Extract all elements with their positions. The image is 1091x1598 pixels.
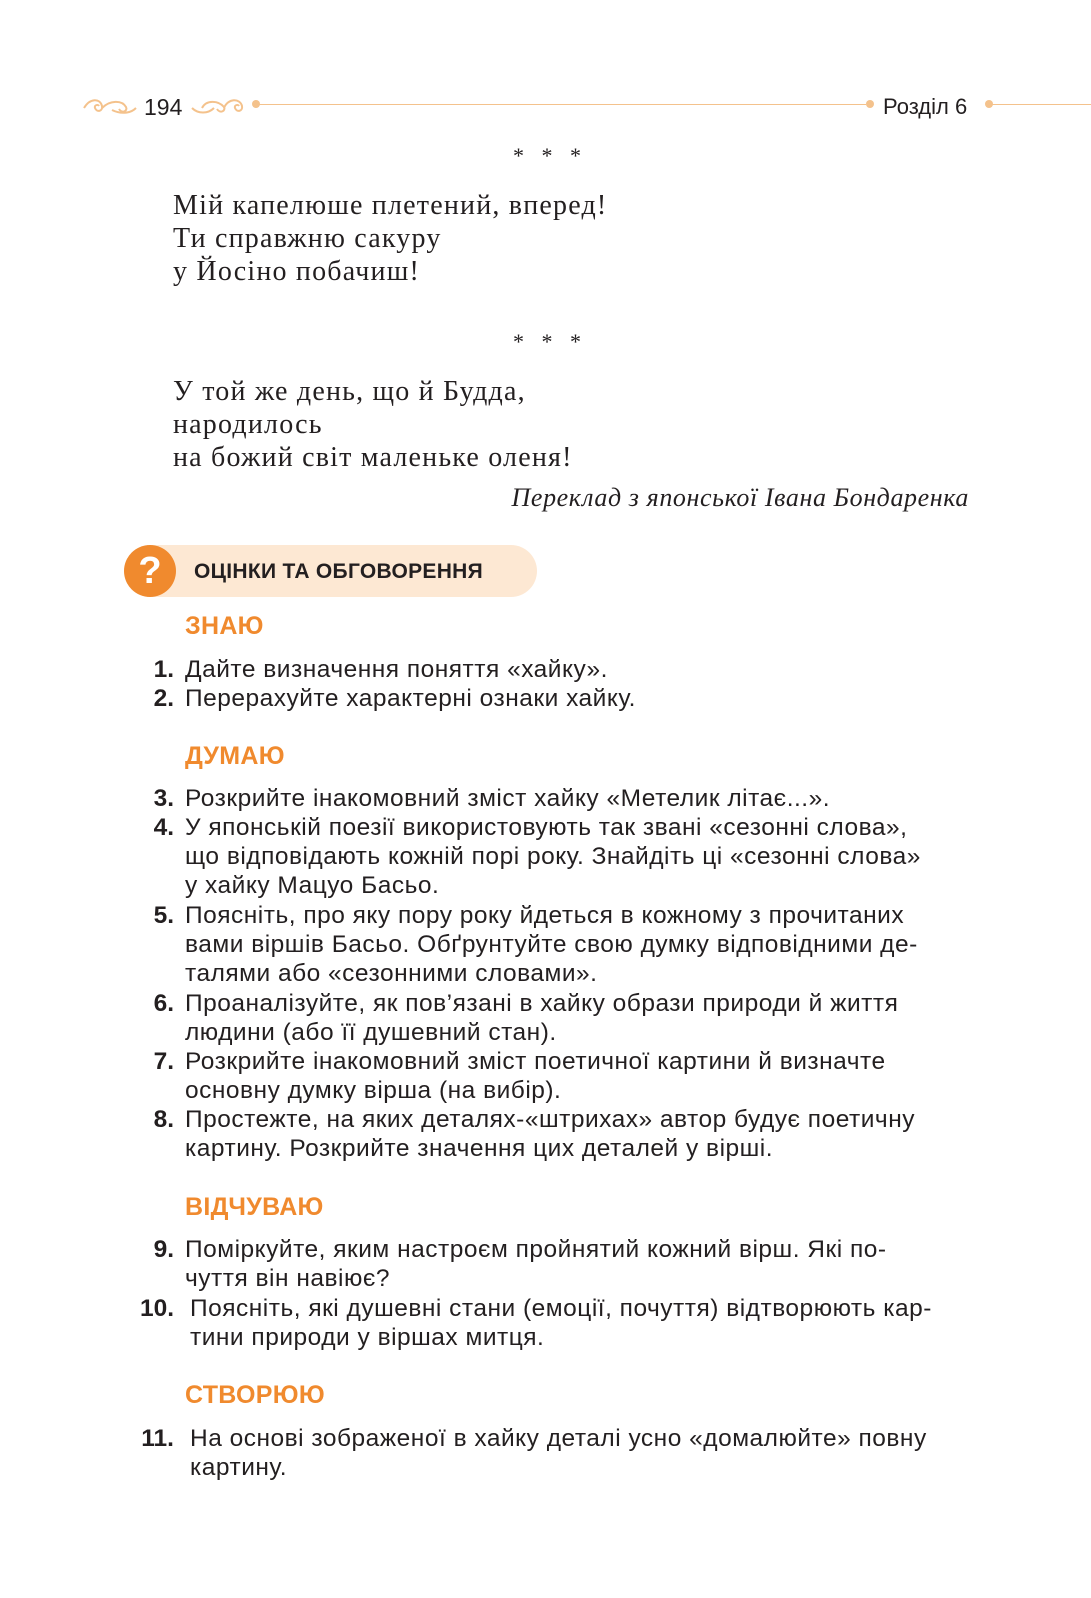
translator-credit: Переклад з японської Івана Бондаренка xyxy=(511,483,969,512)
question-number: 6. xyxy=(153,990,174,1017)
question-number: 5. xyxy=(153,902,174,929)
question-number: 9. xyxy=(153,1236,174,1263)
question-line: Перерахуйте характерні ознаки хайку. xyxy=(185,685,636,712)
question-number: 8. xyxy=(153,1106,174,1133)
question-text xyxy=(185,1105,968,1163)
question-text xyxy=(185,989,968,1047)
question-text xyxy=(185,813,968,900)
question-number: 2. xyxy=(153,685,174,712)
ornament-right-icon xyxy=(190,96,246,118)
header-rule xyxy=(258,104,866,105)
subheading-know: ЗНАЮ xyxy=(185,612,264,640)
question-text xyxy=(190,1424,968,1482)
poem-line: Мій капелюше плетений, вперед! xyxy=(173,190,608,221)
question-line: картину. Розкрийте значення цих деталей у вірші. xyxy=(185,1135,774,1162)
question-line: На основі зображеної в хайку деталі усно «домалюйте» повну xyxy=(190,1425,927,1452)
question-line: Розкрийте інакомовний зміст хайку «Метелик літає...». xyxy=(185,785,831,812)
question-text xyxy=(185,1047,968,1105)
poem-separator: * * * xyxy=(513,143,587,168)
question-line: картину. xyxy=(190,1454,288,1481)
subheading-feel: ВІДЧУВАЮ xyxy=(185,1193,324,1221)
question-text xyxy=(185,1235,968,1293)
page-header xyxy=(82,86,1091,126)
question-mark-icon: ? xyxy=(124,545,176,597)
question-line: Поміркуйте, яким настроєм пройнятий кожний вірш. Які по- xyxy=(185,1236,887,1263)
poem-line: Ти справжню сакуру xyxy=(173,223,442,254)
section-banner xyxy=(147,545,537,597)
question-line: основну думку вірша (на вибір). xyxy=(185,1077,562,1104)
poem xyxy=(173,189,973,288)
subheading-think: ДУМАЮ xyxy=(185,742,285,770)
poem xyxy=(173,375,973,474)
poem-line: У той же день, що й Будда, xyxy=(173,376,526,407)
rule-dot xyxy=(866,100,874,108)
question-line: у хайку Мацуо Басьо. xyxy=(185,872,440,899)
question-line: У японській поезії використовують так звані «сезонні слова», xyxy=(185,814,908,841)
page-number: 194 xyxy=(144,94,183,120)
question-line: Проаналізуйте, як пов’язані в хайку образи природи й життя xyxy=(185,990,899,1017)
question-text xyxy=(185,784,968,813)
header-rule-right xyxy=(991,104,1091,105)
question-number: 7. xyxy=(153,1048,174,1075)
question-number: 10. xyxy=(139,1295,174,1322)
poem-line: на божий світ маленьке оленя! xyxy=(173,442,573,473)
question-text xyxy=(185,684,968,713)
poem-line: у Йосіно побачиш! xyxy=(173,256,420,287)
question-line: Розкрийте інакомовний зміст поетичної картини й визначте xyxy=(185,1048,886,1075)
question-text xyxy=(185,655,968,684)
banner-title: ОЦІНКИ ТА ОБГОВОРЕННЯ xyxy=(194,560,484,583)
question-number: 1. xyxy=(153,656,174,683)
question-line: Дайте визначення поняття «хайку». xyxy=(185,656,608,683)
question-line: Поясніть, про яку пору року йдеться в кожному з прочитаних xyxy=(185,902,905,929)
question-line: Простежте, на яких деталях-«штрихах» автор будує поетичну xyxy=(185,1106,915,1133)
question-text xyxy=(185,901,968,988)
poem-separator: * * * xyxy=(513,329,587,354)
ornament-left-icon xyxy=(82,96,138,118)
subheading-create: СТВОРЮЮ xyxy=(185,1381,325,1409)
question-number: 3. xyxy=(153,785,174,812)
question-line: тини природи у віршах митця. xyxy=(190,1324,545,1351)
question-line: що відповідають кожній порі року. Знайдіть ці «сезонні слова» xyxy=(185,843,921,870)
question-line: талями або «сезонними словами». xyxy=(185,960,598,987)
question-text xyxy=(190,1294,968,1352)
section-title: Розділ 6 xyxy=(883,94,968,119)
poem-line: народилось xyxy=(173,409,323,440)
question-line: людини (або її душевний стан). xyxy=(185,1019,557,1046)
question-number: 4. xyxy=(153,814,174,841)
question-number: 11. xyxy=(141,1425,174,1452)
question-line: Поясніть, які душевні стани (емоції, почуття) відтворюють кар- xyxy=(190,1295,932,1322)
question-line: чуття він навіює? xyxy=(185,1265,390,1292)
question-line: вами віршів Басьо. Обґрунтуйте свою думку відповідними де- xyxy=(185,931,918,958)
